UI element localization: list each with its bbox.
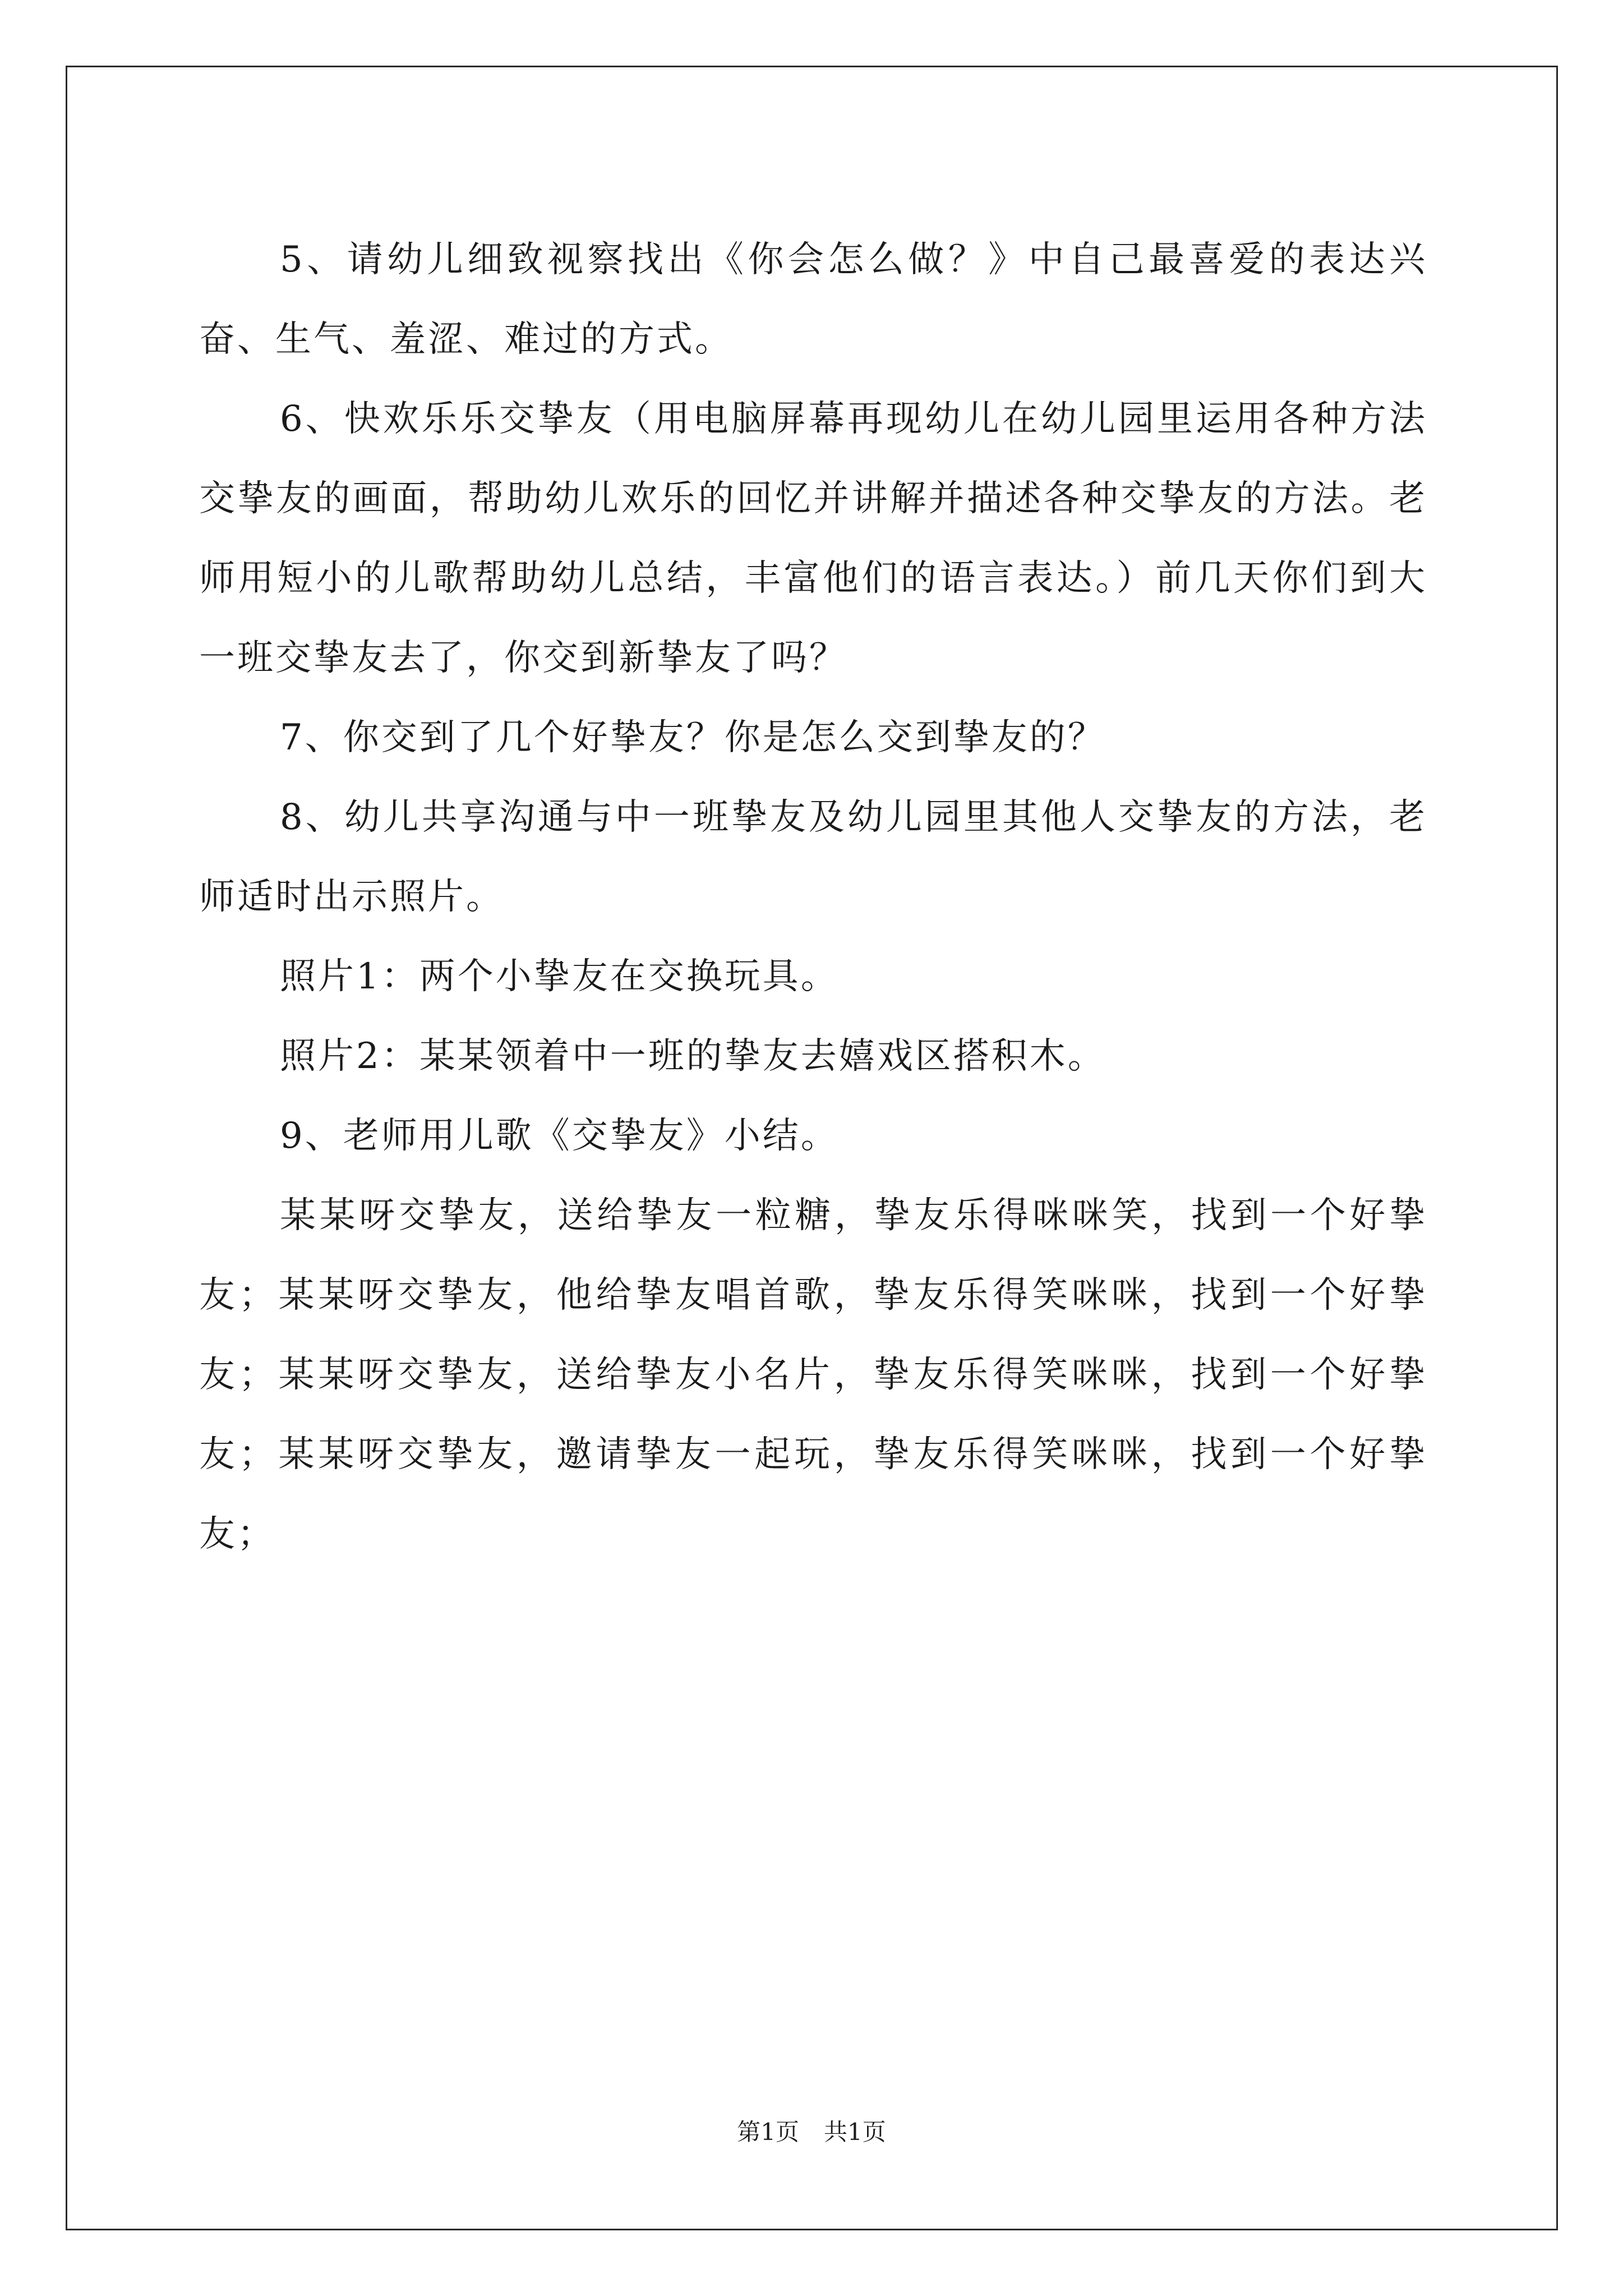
paragraph-nursery-rhyme: 某某呀交挚友，送给挚友一粒糖，挚友乐得咪咪笑，找到一个好挚友；某某呀交挚友，他给挚友唱首歌，挚友乐得笑咪咪，找到一个好挚友；某某呀交挚友，送给挚友小名片，挚友乐得笑咪咪，找到一个好挚友；某某呀交挚友，邀请挚友一起玩，挚友乐得笑咪咪，找到一个好挚友； [199, 1195, 1427, 1555]
paragraph-step-7: 7、你交到了几个好挚友？你是怎么交到挚友的？ [280, 717, 1106, 758]
document-body [199, 220, 1427, 1574]
paragraph-step-8: 8、幼儿共享沟通与中一班挚友及幼儿园里其他人交挚友的方法，老师适时出示照片。 [199, 797, 1427, 918]
paragraph-step-9: 9、老师用儿歌《交挚友》小结。 [280, 1115, 839, 1157]
paragraph-photo-1: 照片1：两个小挚友在交换玩具。 [280, 956, 839, 997]
page-total: 共1页 [824, 2118, 886, 2146]
page-footer [0, 2114, 1623, 2147]
paragraph-step-6: 6、快欢乐乐交挚友（用电脑屏幕再现幼儿在幼儿园里运用各种方法交挚友的画面，帮助幼儿欢乐的回忆并讲解并描述各种交挚友的方法。老师用短小的儿歌帮助幼儿总结，丰富他们的语言表达。）前几天你们到大一班交挚友去了，你交到新挚友了吗？ [199, 398, 1427, 679]
page-number: 第1页 [737, 2118, 799, 2146]
paragraph-step-5: 5、请幼儿细致视察找出《你会怎么做？》中自己最喜爱的表达兴奋、生气、羞涩、难过的方式。 [199, 239, 1427, 360]
paragraph-photo-2: 照片2：某某领着中一班的挚友去嬉戏区搭积木。 [280, 1036, 1106, 1077]
